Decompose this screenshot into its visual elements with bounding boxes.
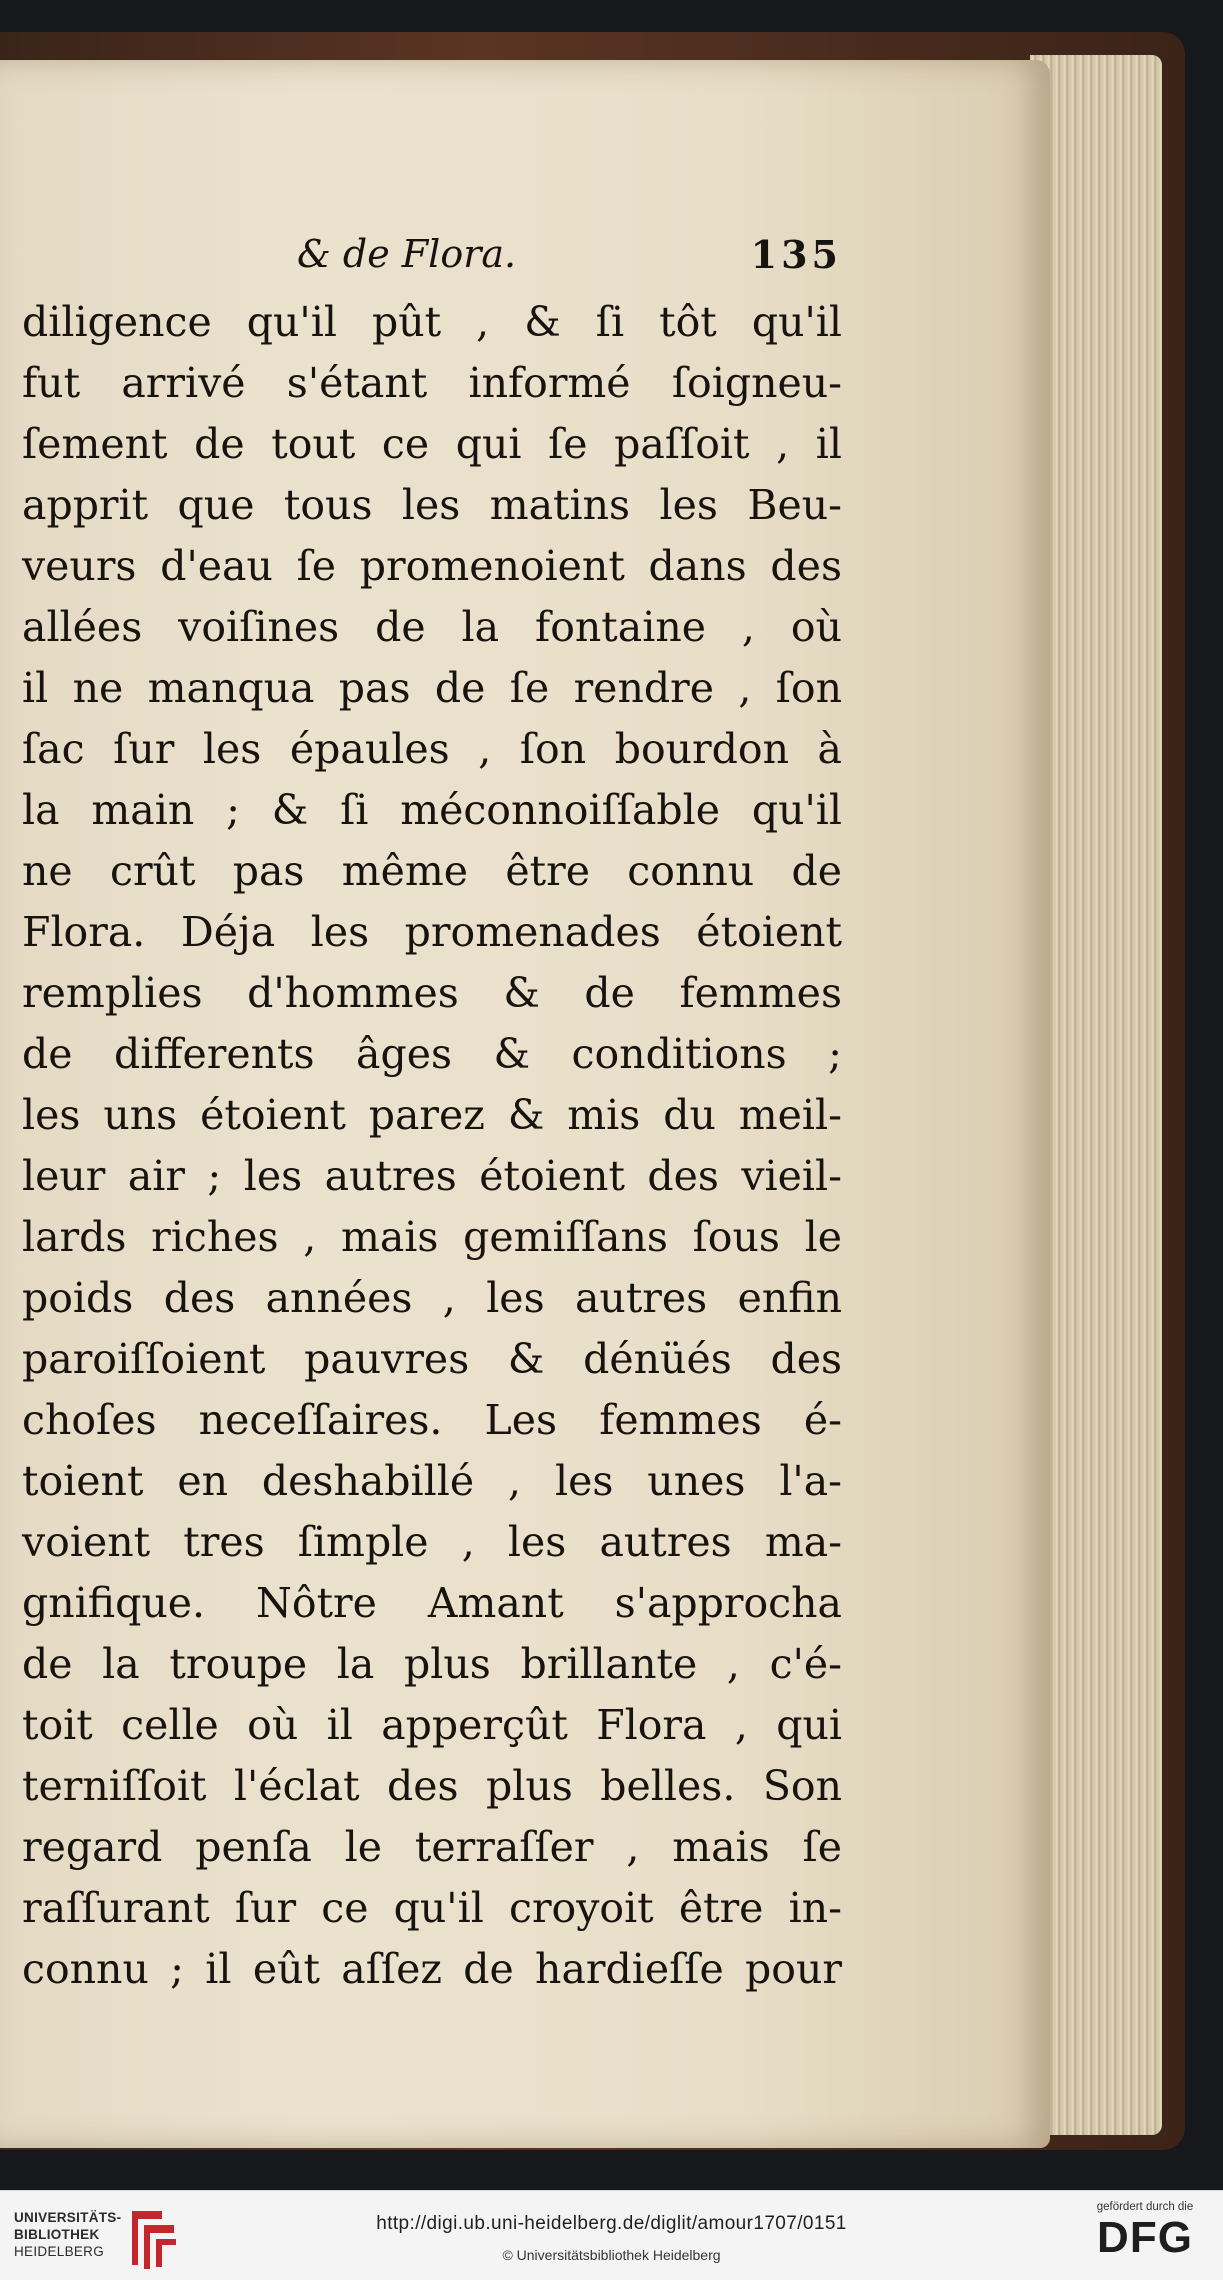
permalink-url[interactable]: http://digi.ub.uni-heidelberg.de/diglit/amour1707/0151 [376,2213,847,2234]
viewer-footer [0,2190,1223,2280]
text-line: gnifique. Nôtre Amant s'approcha [22,1579,842,1627]
text-line: lards riches , mais gemiſſans ſous le [22,1213,842,1261]
running-head-title: & de Flora. [297,232,517,276]
text-line: de la troupe la plus brillante , c'é- [22,1640,842,1688]
dfg-logo: DFG [1097,2213,1193,2262]
text-line: fut arrivé s'étant informé ſoigneu- [22,359,842,407]
page-text [22,232,842,2000]
running-head [22,232,842,292]
text-line: poids des années , les autres enfin [22,1274,842,1322]
text-line: toit celle où il apperçût Flora , qui [22,1701,842,1749]
text-line: choſes neceſſaires. Les femmes é- [22,1396,842,1444]
library-logo-label: UNIVERSITÄTS- BIBLIOTHEK HEIDELBERG [14,2210,122,2259]
text-line: ſement de tout ce qui ſe paſſoit , il [22,420,842,468]
book-page [0,60,1050,2148]
funder-logo[interactable] [1085,2201,1205,2261]
text-line: regard penſa le terraſſer , mais ſe [22,1823,842,1871]
text-line: voient tres ſimple , les autres ma- [22,1518,842,1566]
text-line: ſac ſur les épaules , ſon bourdon à [22,725,842,773]
text-line: il ne manqua pas de ſe rendre , ſon [22,664,842,712]
text-line: apprit que tous les matins les Beu- [22,481,842,529]
text-line: remplies d'hommes & de femmes [22,969,842,1017]
text-block [22,292,842,2000]
text-line: diligence qu'il pût , & ſi tôt qu'il [22,298,842,346]
text-line: allées voiſines de la fontaine , où [22,603,842,651]
text-line: les uns étoient parez & mis du meil- [22,1091,842,1139]
text-line: veurs d'eau ſe promenoient dans des [22,542,842,590]
copyright-notice: © Universitätsbibliothek Heidelberg [502,2247,721,2263]
text-line: connu ; il eût aſſez de hardieſſe pour [22,1945,842,1993]
text-line: de differents âges & conditions ; [22,1030,842,1078]
text-line: leur air ; les autres étoient des vieil- [22,1152,842,1200]
text-line: raſſurant ſur ce qu'il croyoit être in- [22,1884,842,1932]
text-line: Flora. Déja les promenades étoient [22,908,842,956]
text-line: la main ; & ſi méconnoiſſable qu'il [22,786,842,834]
funder-caption: gefördert durch die [1096,2201,1194,2213]
text-line: paroiſſoient pauvres & dénüés des [22,1335,842,1383]
text-line: ne crût pas même être connu de [22,847,842,895]
text-line: terniſſoit l'éclat des plus belles. Son [22,1762,842,1810]
text-line: toient en deshabillé , les unes l'a- [22,1457,842,1505]
page-number: 135 [750,232,842,277]
